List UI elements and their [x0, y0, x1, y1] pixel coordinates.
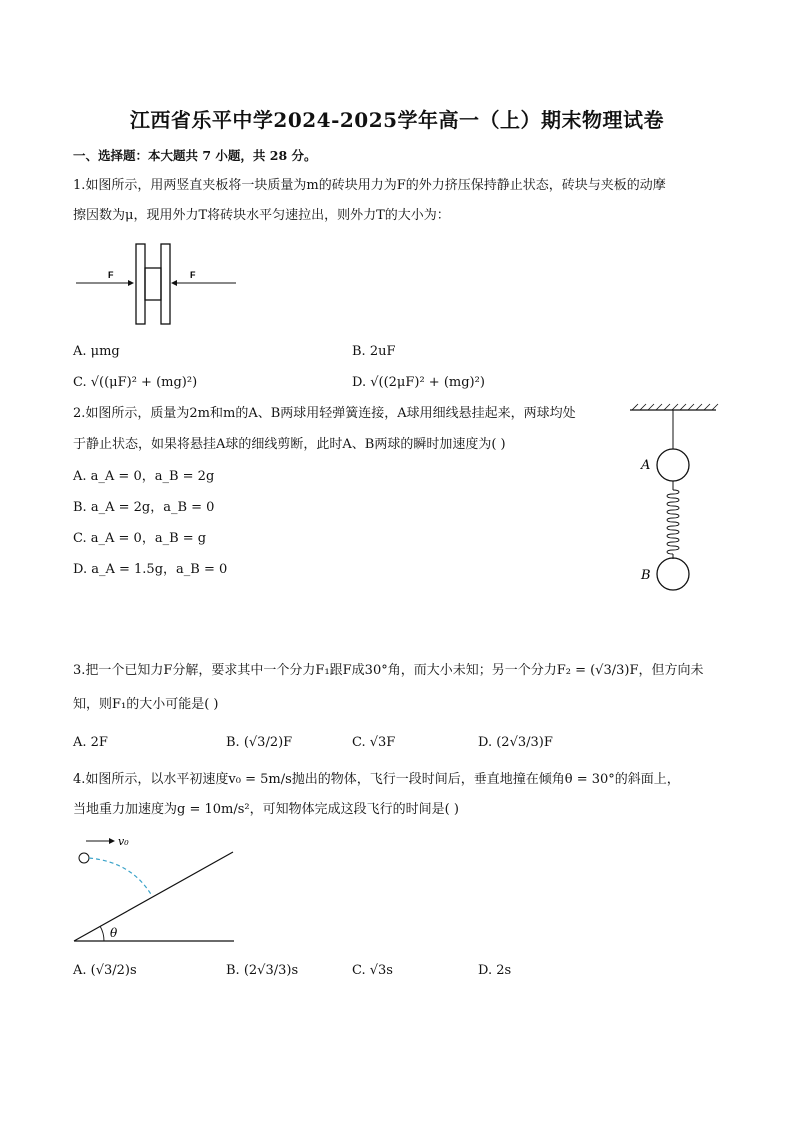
q2-option-a: A. a_A = 0，a_B = 2g	[73, 469, 215, 484]
velocity-label: v₀	[118, 835, 129, 848]
q3-option-c: C. √3F	[352, 735, 396, 750]
question-4-line-1: 4.如图所示，以水平初速度v₀ = 5m/s抛出的物体，飞行一段时间后，垂直地撞在倾角θ = 30°的斜面上，	[73, 772, 680, 787]
q2-option-c: C. a_A = 0，a_B = g	[73, 531, 207, 546]
question-3-line-2: 知，则F₁的大小可能是( )	[73, 697, 219, 712]
force-label-right: F	[190, 270, 196, 280]
q1-option-a: A. μmg	[73, 344, 120, 359]
section-heading: 一、选择题：本大题共 7 小题，共 28 分。	[73, 148, 317, 163]
force-label-left: F	[108, 270, 114, 280]
question-1-line-2: 擦因数为μ，现用外力T将砖块水平匀速拉出，则外力T的大小为：	[73, 208, 450, 223]
question-1-figure	[70, 240, 245, 330]
question-2-line-2: 于静止状态，如果将悬挂A球的细线剪断，此时A、B两球的瞬时加速度为( )	[73, 437, 506, 452]
question-3-line-1: 3.把一个已知力F分解，要求其中一个分力F₁跟F成30°角，而大小未知；另一个分力F₂ = (√3/3)F，但方向未	[73, 663, 704, 678]
question-4-line-2: 当地重力加速度为g = 10m/s²，可知物体完成这段飞行的时间是( )	[73, 802, 459, 817]
q4-option-b: B. (2√3/3)s	[226, 963, 299, 978]
q4-option-a: A. (√3/2)s	[73, 963, 137, 978]
q3-option-a: A. 2F	[73, 735, 108, 750]
page-title: 江西省乐平中学2024-2025学年高一（上）期末物理试卷	[129, 108, 665, 132]
q1-option-b: B. 2uF	[352, 344, 396, 359]
ball-a-label: A	[641, 458, 651, 473]
q4-option-c: C. √3s	[352, 963, 393, 978]
question-2-line-1: 2.如图所示，质量为2m和m的A、B两球用轻弹簧连接，A球用细线悬挂起来，两球均处	[73, 406, 576, 421]
q1-option-d: D. √((2μF)² + (mg)²)	[352, 375, 485, 390]
angle-label: θ	[110, 926, 118, 940]
q1-option-c: C. √((μF)² + (mg)²)	[73, 375, 198, 390]
q2-option-d: D. a_A = 1.5g，a_B = 0	[73, 562, 228, 577]
question-2-figure	[630, 402, 720, 594]
q2-option-b: B. a_A = 2g，a_B = 0	[73, 500, 215, 515]
question-4-figure	[70, 828, 240, 948]
q3-option-b: B. (√3/2)F	[226, 735, 293, 750]
question-1-line-1: 1.如图所示，用两竖直夹板将一块质量为m的砖块用力为F的外力挤压保持静止状态，砖块与夹板的动摩	[73, 178, 666, 193]
q3-option-d: D. (2√3/3)F	[478, 735, 553, 750]
ball-b-label: B	[641, 568, 651, 583]
q4-option-d: D. 2s	[478, 963, 512, 978]
